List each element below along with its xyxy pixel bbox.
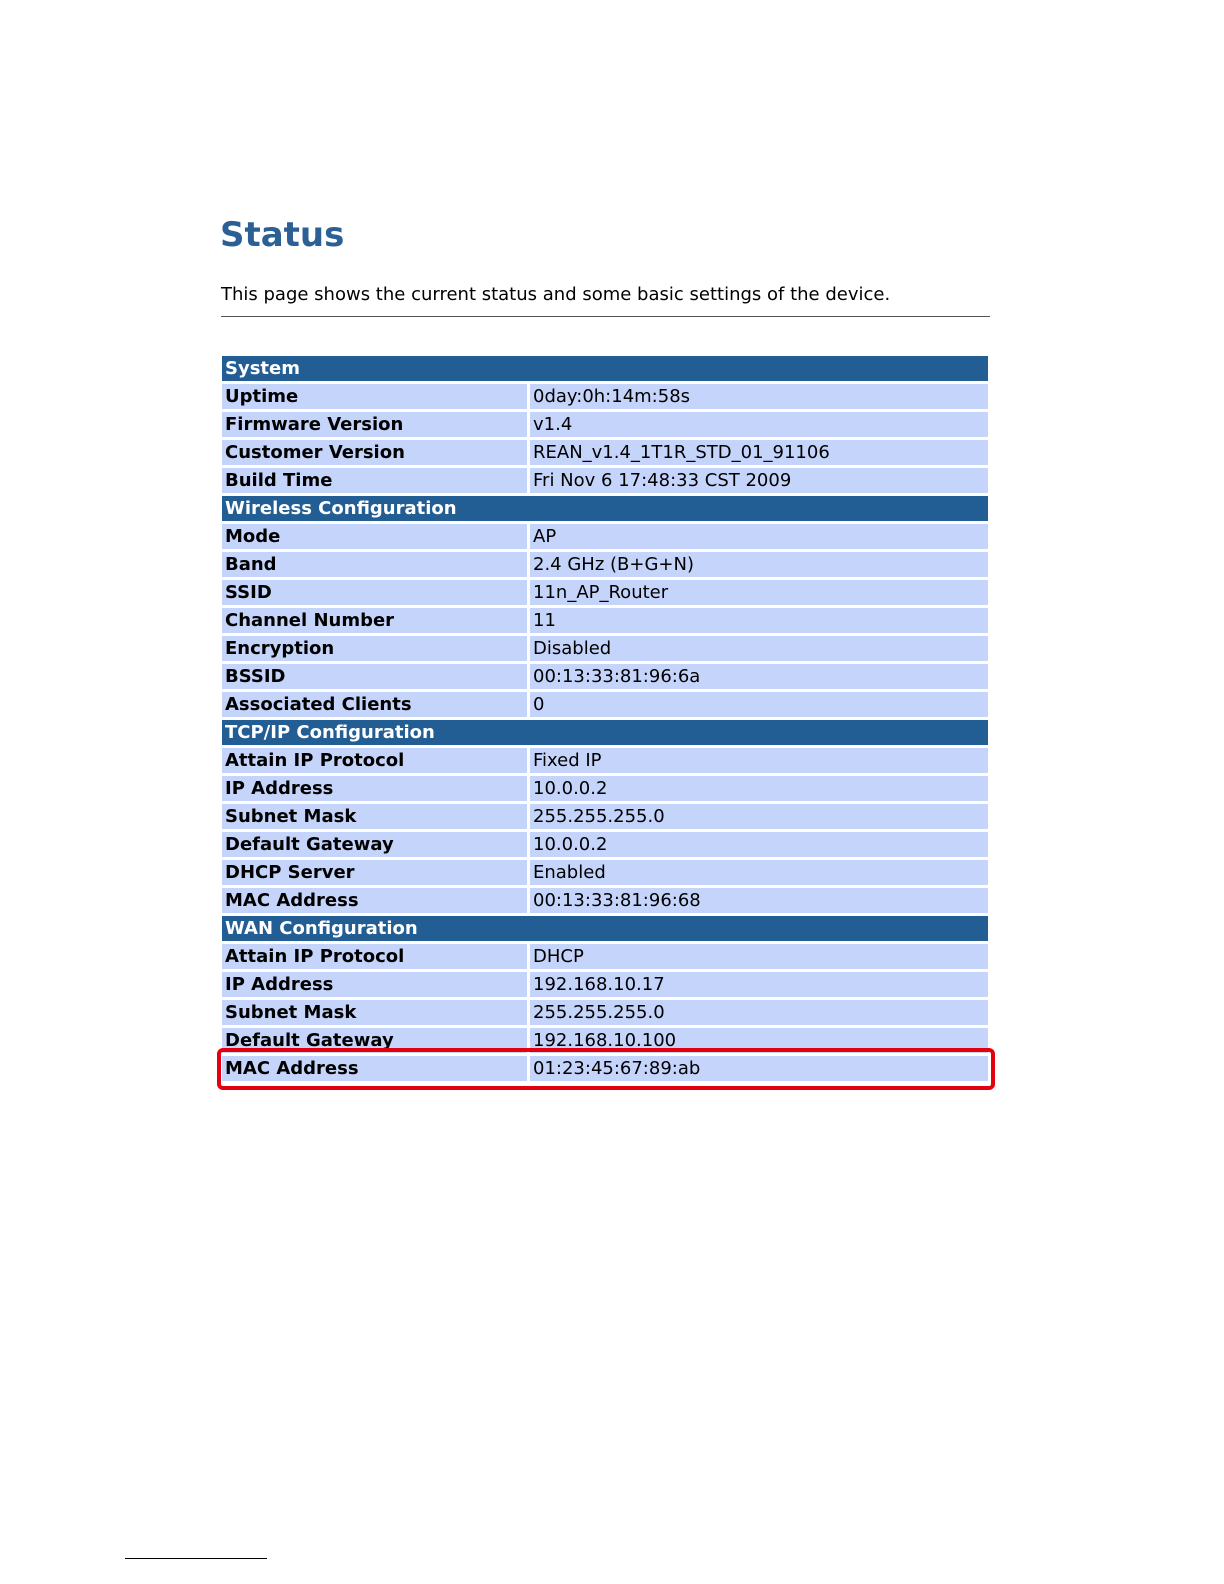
table-row (222, 692, 988, 717)
row-value: AP (530, 524, 988, 549)
table-row (222, 748, 988, 773)
row-label: IP Address (222, 972, 530, 997)
row-label: Build Time (222, 468, 530, 493)
section-title: System (222, 356, 988, 381)
row-value: 255.255.255.0 (530, 1000, 988, 1025)
row-value: DHCP (530, 944, 988, 969)
table-row (222, 384, 988, 409)
row-label: DHCP Server (222, 860, 530, 885)
row-value: 0 (530, 692, 988, 717)
table-row (222, 608, 988, 633)
table-row (222, 1000, 988, 1025)
row-value: Enabled (530, 860, 988, 885)
row-label: Firmware Version (222, 412, 530, 437)
status-table (222, 353, 988, 1084)
row-value: 192.168.10.17 (530, 972, 988, 997)
row-label: Subnet Mask (222, 1000, 530, 1025)
row-value: 10.0.0.2 (530, 776, 988, 801)
section-title: WAN Configuration (222, 916, 988, 941)
row-label: Default Gateway (222, 1028, 530, 1053)
row-value: Disabled (530, 636, 988, 661)
row-label: IP Address (222, 776, 530, 801)
row-value: 0day:0h:14m:58s (530, 384, 988, 409)
table-row (222, 944, 988, 969)
row-label: SSID (222, 580, 530, 605)
row-label: MAC Address (222, 1056, 530, 1081)
row-label: Encryption (222, 636, 530, 661)
row-value: Fixed IP (530, 748, 988, 773)
row-label: Default Gateway (222, 832, 530, 857)
row-value: v1.4 (530, 412, 988, 437)
footnote-rule (125, 1558, 267, 1559)
row-label: Uptime (222, 384, 530, 409)
title-divider (221, 316, 990, 317)
row-label: BSSID (222, 664, 530, 689)
row-label: Attain IP Protocol (222, 944, 530, 969)
row-value: 01:23:45:67:89:ab (530, 1056, 988, 1081)
table-row (222, 552, 988, 577)
section-header-system (222, 356, 988, 381)
row-label: Channel Number (222, 608, 530, 633)
table-row (222, 972, 988, 997)
row-value: 192.168.10.100 (530, 1028, 988, 1053)
table-row (222, 860, 988, 885)
table-row (222, 440, 988, 465)
table-row (222, 804, 988, 829)
row-label: Subnet Mask (222, 804, 530, 829)
section-header-wan (222, 916, 988, 941)
row-label: Attain IP Protocol (222, 748, 530, 773)
row-value: REAN_v1.4_1T1R_STD_01_91106 (530, 440, 988, 465)
table-row (222, 412, 988, 437)
table-row (222, 888, 988, 913)
row-label: Associated Clients (222, 692, 530, 717)
table-row-wan-mac (222, 1056, 988, 1081)
table-row (222, 580, 988, 605)
row-value: 11 (530, 608, 988, 633)
row-value: 2.4 GHz (B+G+N) (530, 552, 988, 577)
table-row (222, 832, 988, 857)
table-row (222, 636, 988, 661)
table-row (222, 664, 988, 689)
row-label: Customer Version (222, 440, 530, 465)
row-label: Mode (222, 524, 530, 549)
section-header-wireless (222, 496, 988, 521)
page-description: This page shows the current status and some basic settings of the device. (221, 284, 891, 305)
row-value: 11n_AP_Router (530, 580, 988, 605)
row-value: 00:13:33:81:96:6a (530, 664, 988, 689)
section-header-tcpip (222, 720, 988, 745)
row-label: MAC Address (222, 888, 530, 913)
row-value: 10.0.0.2 (530, 832, 988, 857)
table-row (222, 776, 988, 801)
row-value: 00:13:33:81:96:68 (530, 888, 988, 913)
row-label: Band (222, 552, 530, 577)
table-row (222, 468, 988, 493)
row-value: 255.255.255.0 (530, 804, 988, 829)
section-title: TCP/IP Configuration (222, 720, 988, 745)
page-title: Status (220, 215, 345, 255)
table-row (222, 1028, 988, 1053)
row-value: Fri Nov 6 17:48:33 CST 2009 (530, 468, 988, 493)
section-title: Wireless Configuration (222, 496, 988, 521)
table-row (222, 524, 988, 549)
